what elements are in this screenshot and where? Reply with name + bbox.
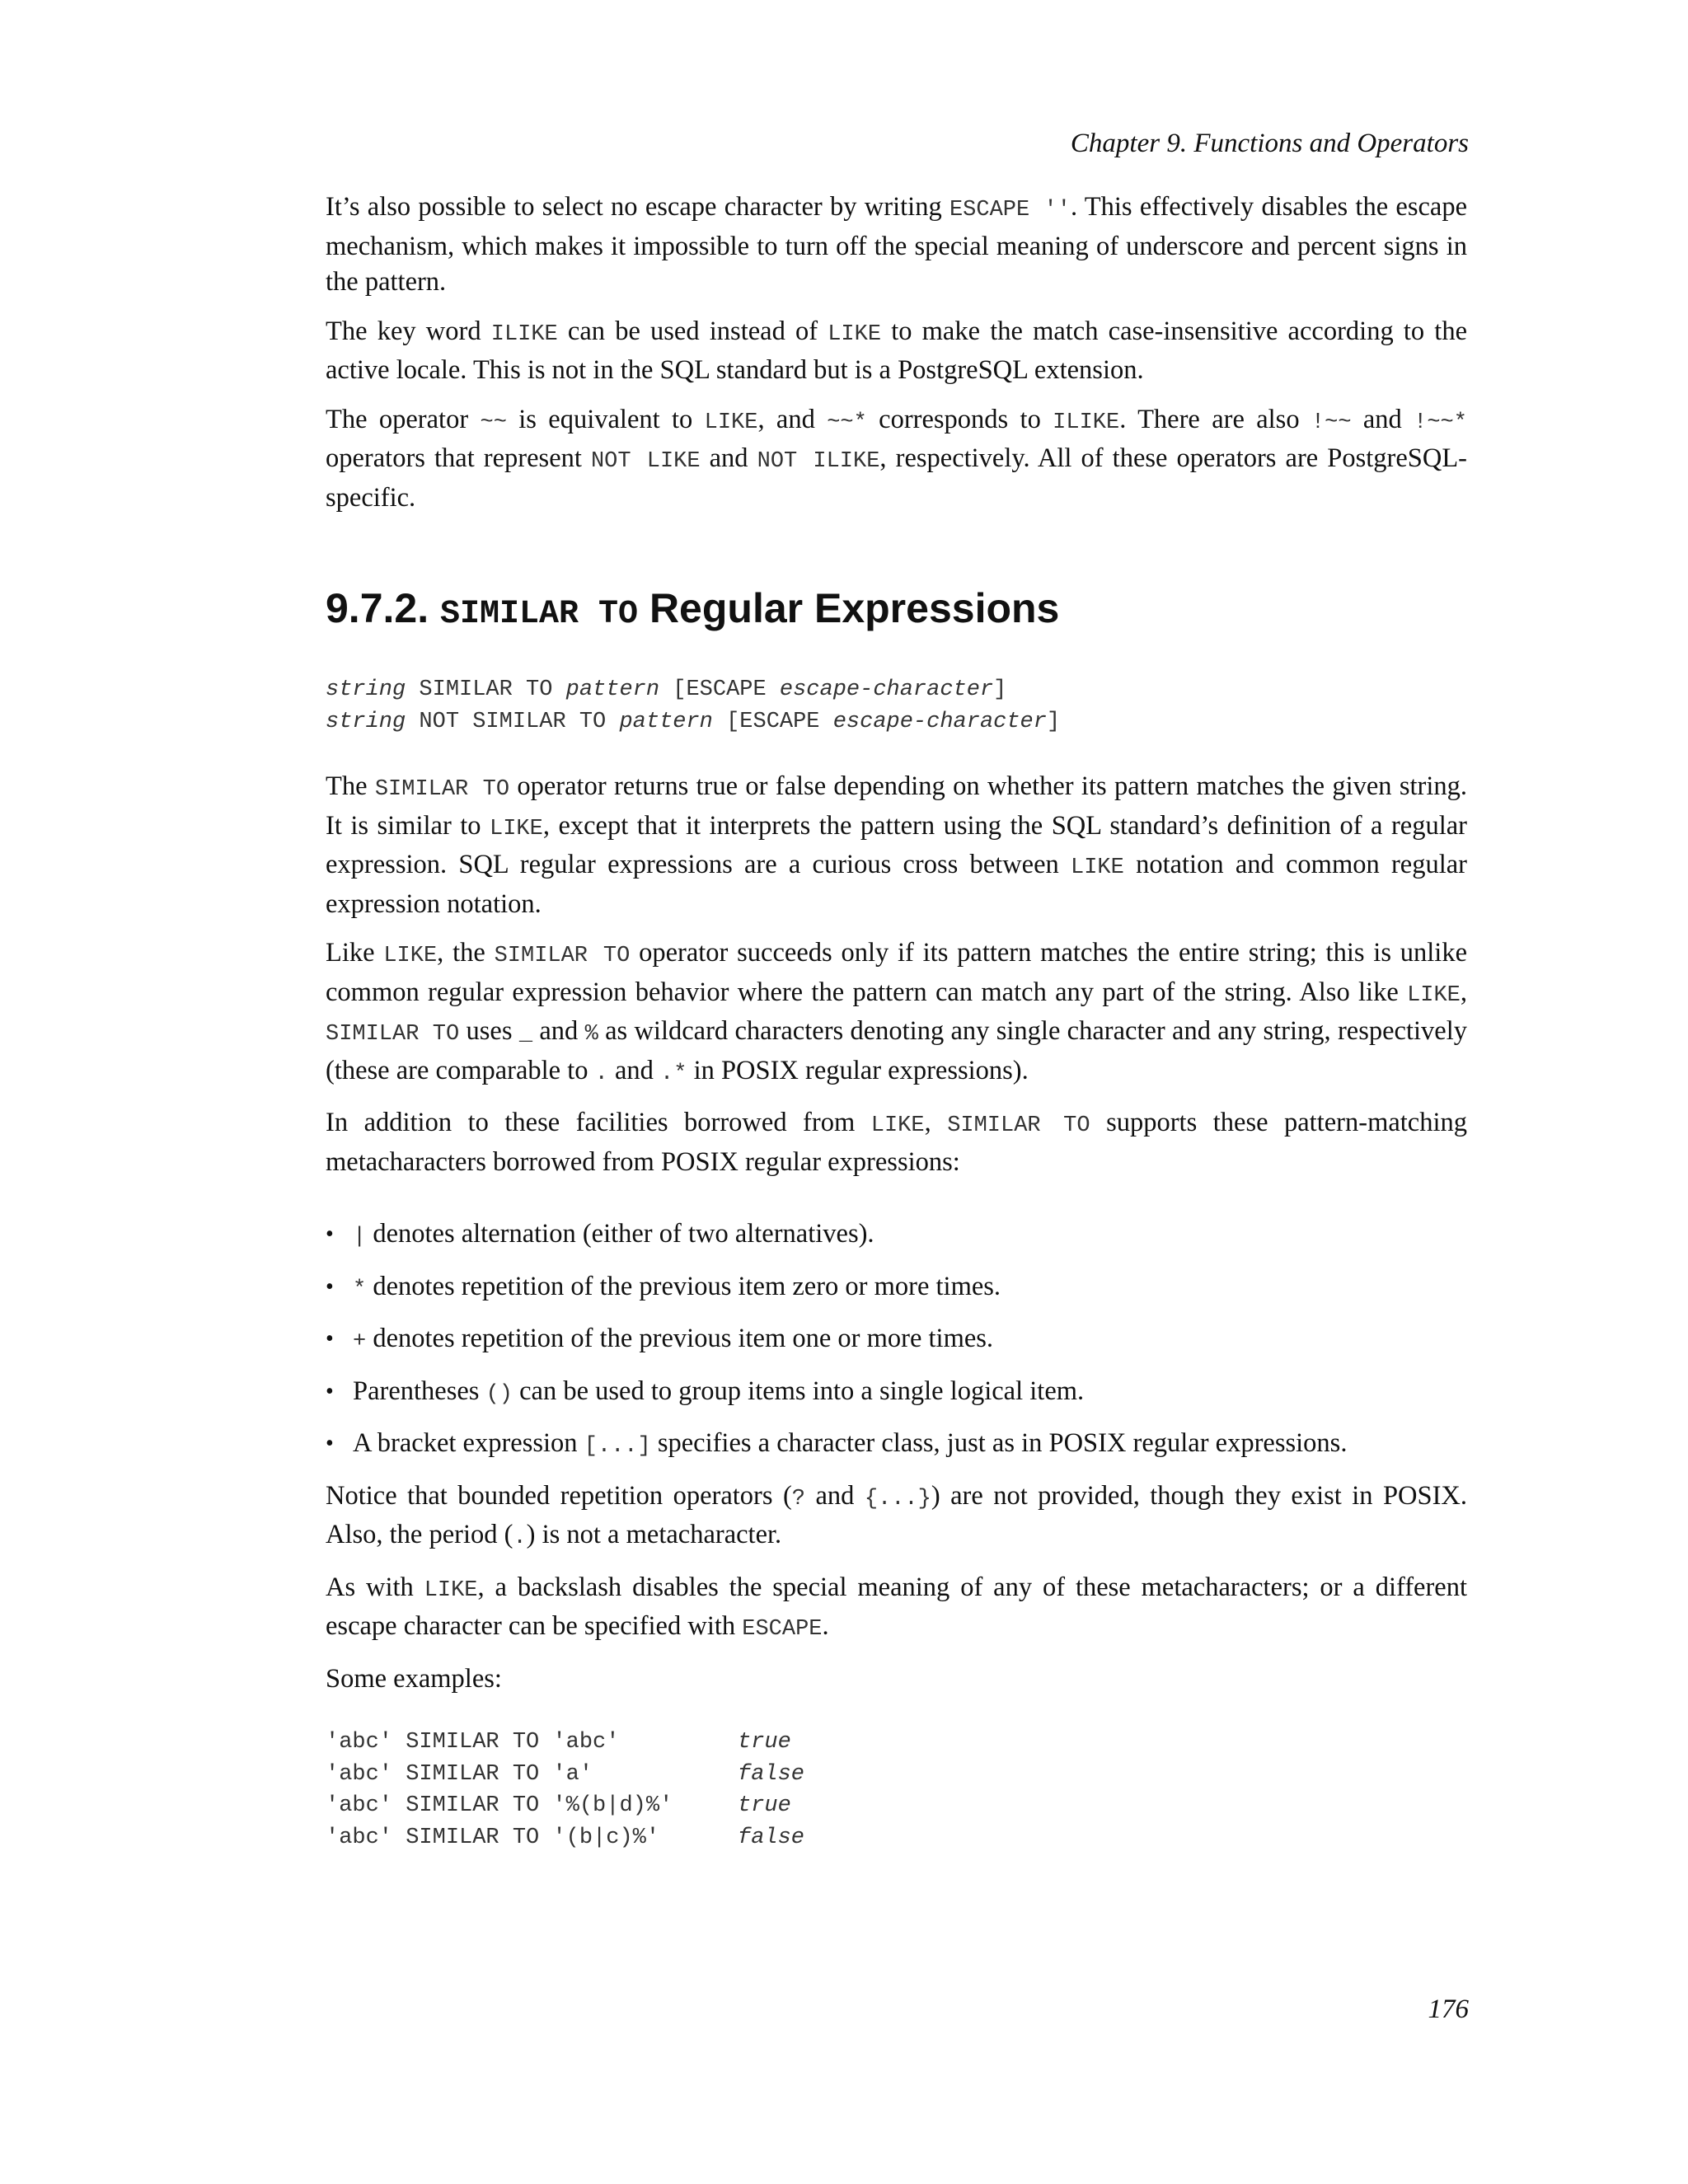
text: and bbox=[607, 1055, 661, 1085]
inline-code: LIKE bbox=[490, 816, 543, 841]
paragraph-escape-empty bbox=[326, 190, 1467, 301]
inline-code: _ bbox=[518, 1022, 533, 1047]
text: and bbox=[805, 1480, 865, 1511]
inline-code: !~~* bbox=[1414, 410, 1467, 435]
example-result: false bbox=[738, 1825, 805, 1850]
syntax-synopsis bbox=[326, 674, 1467, 738]
inline-code: [...] bbox=[584, 1434, 651, 1459]
inline-code: LIKE bbox=[1407, 982, 1461, 1008]
text: The key word bbox=[326, 316, 491, 346]
bracket: ] bbox=[1046, 709, 1061, 734]
paragraph-backslash bbox=[326, 1570, 1467, 1648]
text: in POSIX regular expressions). bbox=[687, 1055, 1029, 1085]
text: A bracket expression bbox=[353, 1428, 584, 1458]
text: Like bbox=[326, 938, 384, 968]
example-row bbox=[326, 1822, 1467, 1854]
example-result: true bbox=[738, 1730, 791, 1755]
inline-code: LIKE bbox=[704, 410, 758, 435]
inline-code: + bbox=[353, 1329, 367, 1354]
example-result: true bbox=[738, 1793, 791, 1818]
inline-code: ? bbox=[791, 1486, 805, 1511]
inline-code: SIMILAR TO bbox=[947, 1113, 1090, 1138]
inline-code: !~~ bbox=[1311, 410, 1352, 435]
example-expression: 'abc' SIMILAR TO 'a' bbox=[326, 1761, 593, 1787]
inline-code: LIKE bbox=[1071, 855, 1124, 880]
inline-code: % bbox=[584, 1022, 598, 1047]
paragraph-bounded-repetition bbox=[326, 1479, 1467, 1557]
inline-code: ILIKE bbox=[490, 321, 558, 347]
inline-code: ESCAPE '' bbox=[949, 198, 1071, 223]
text: Notice that bounded repetition operators ( bbox=[326, 1480, 792, 1511]
text: . There are also bbox=[1119, 404, 1311, 434]
metacharacter-list bbox=[326, 1216, 1467, 1465]
example-row bbox=[326, 1727, 1467, 1759]
text: can be used instead of bbox=[557, 316, 828, 346]
text: notation and common regular expression notation. bbox=[326, 850, 1467, 919]
bracket: ] bbox=[993, 677, 1007, 702]
list-item bbox=[326, 1269, 1467, 1309]
paragraph-examples-intro: Some examples: bbox=[326, 1663, 502, 1694]
keyword: [ESCAPE bbox=[712, 709, 833, 734]
text: , the bbox=[437, 938, 495, 968]
example-expression: 'abc' SIMILAR TO 'abc' bbox=[326, 1730, 620, 1755]
inline-code: NOT ILIKE bbox=[757, 449, 880, 474]
inline-code: ILIKE bbox=[1053, 410, 1120, 435]
paragraph-ilike bbox=[326, 314, 1467, 389]
list-item bbox=[326, 1321, 1467, 1361]
text: as wildcard characters denoting any single character and any string, respectively (these are comparable to bbox=[326, 1016, 1467, 1085]
section-heading-code: SIMILAR TO bbox=[440, 596, 639, 633]
synopsis-line-not-similar bbox=[326, 706, 1467, 738]
example-row bbox=[326, 1790, 1467, 1822]
keyword: NOT SIMILAR TO bbox=[406, 709, 620, 734]
text: , respectively. All of these operators are PostgreSQL-specific. bbox=[326, 443, 1467, 513]
page-content bbox=[326, 190, 1467, 1854]
placeholder-escape-character: escape-character bbox=[832, 709, 1047, 734]
text: and bbox=[700, 443, 757, 473]
example-result: false bbox=[738, 1761, 805, 1787]
text: can be used to group items into a single logical item. bbox=[512, 1376, 1085, 1406]
keyword: [ESCAPE bbox=[659, 677, 780, 702]
inline-code: SIMILAR TO bbox=[326, 1022, 460, 1047]
text: supports these pattern-matching metacharacters borrowed from POSIX regular expressions: bbox=[326, 1108, 1468, 1177]
text: denotes repetition of the previous item zero or more times. bbox=[366, 1271, 1001, 1301]
placeholder-escape-character: escape-character bbox=[779, 677, 994, 702]
list-item bbox=[326, 1426, 1467, 1465]
running-head: Chapter 9. Functions and Operators bbox=[1070, 129, 1469, 158]
text: ) are not provided, though they exist in POSIX. Also, the period ( bbox=[326, 1480, 1467, 1549]
example-expression: 'abc' SIMILAR TO '%(b|d)%' bbox=[326, 1793, 673, 1818]
inline-code: . bbox=[513, 1526, 527, 1550]
inline-code: LIKE bbox=[424, 1577, 478, 1603]
example-row bbox=[326, 1759, 1467, 1791]
list-item bbox=[326, 1374, 1467, 1413]
inline-code: LIKE bbox=[383, 944, 438, 968]
text: As with bbox=[326, 1572, 424, 1602]
text: uses bbox=[459, 1016, 519, 1046]
inline-code: LIKE bbox=[870, 1113, 925, 1138]
text: , bbox=[924, 1108, 948, 1137]
text: . This effectively disables the escape mechanism, which makes it impossible to turn off the special meaning of underscore and percent signs in the pattern. bbox=[326, 192, 1468, 297]
text: denotes repetition of the previous item one or more times. bbox=[366, 1324, 994, 1353]
section-number: 9.7.2. bbox=[326, 585, 440, 631]
list-item bbox=[326, 1216, 1467, 1256]
inline-code: SIMILAR TO bbox=[494, 944, 631, 968]
examples-block bbox=[326, 1727, 1467, 1854]
inline-code: LIKE bbox=[828, 321, 882, 347]
placeholder-string: string bbox=[326, 709, 406, 734]
example-expression: 'abc' SIMILAR TO '(b|c)%' bbox=[326, 1825, 660, 1850]
paragraph-metacharacters-intro bbox=[326, 1105, 1467, 1180]
text: denotes alternation (either of two alternatives). bbox=[366, 1219, 874, 1249]
inline-code: () bbox=[485, 1381, 513, 1407]
placeholder-pattern: pattern bbox=[619, 709, 713, 734]
text: is equivalent to bbox=[506, 404, 705, 434]
text: and bbox=[532, 1016, 585, 1046]
placeholder-string: string bbox=[326, 677, 406, 702]
text: It’s also possible to select no escape character by writing bbox=[326, 192, 950, 222]
inline-code: .* bbox=[660, 1061, 687, 1086]
text: , except that it interprets the pattern using the SQL standard’s definition of a regular expression. SQL regular expressions are a curious cross between bbox=[326, 810, 1467, 879]
text: In addition to these facilities borrowed from bbox=[326, 1108, 871, 1137]
text: operator returns true or false depending on whether its pattern matches the given string. It is similar to bbox=[326, 771, 1467, 841]
text: ) is not a metacharacter. bbox=[526, 1520, 782, 1549]
section-heading-text: Regular Expressions bbox=[638, 585, 1060, 631]
keyword: SIMILAR TO bbox=[406, 677, 566, 702]
text: operator succeeds only if its pattern matches the entire string; this is unlike common regular expression behavior where the pattern can match any part of the string. Also like bbox=[326, 938, 1468, 1007]
inline-code: SIMILAR TO bbox=[374, 777, 510, 802]
text: to make the match case-insensitive according to the active locale. This is not in the SQL standard but is a PostgreSQL extension. bbox=[326, 316, 1467, 385]
text: , a backslash disables the special meaning of any of these metacharacters; or a different escape character can be specified with bbox=[326, 1572, 1467, 1641]
text: . bbox=[822, 1611, 829, 1641]
text: , and bbox=[757, 404, 828, 434]
page-number: 176 bbox=[1428, 1994, 1469, 2024]
inline-code: * bbox=[353, 1277, 367, 1302]
section-heading bbox=[326, 583, 1467, 640]
paragraph-similar-intro bbox=[326, 769, 1467, 922]
inline-code: . bbox=[594, 1061, 608, 1086]
text: The operator bbox=[326, 404, 481, 434]
inline-code: ~~* bbox=[827, 410, 867, 435]
inline-code: | bbox=[353, 1225, 367, 1249]
inline-code: ~~ bbox=[480, 410, 507, 435]
paragraph-operators bbox=[326, 402, 1467, 517]
paragraph-similar-match bbox=[326, 935, 1467, 1092]
text: and bbox=[1351, 404, 1414, 434]
inline-code: NOT LIKE bbox=[590, 449, 701, 474]
text: Parentheses bbox=[353, 1376, 486, 1406]
synopsis-line-similar bbox=[326, 674, 1467, 706]
placeholder-pattern: pattern bbox=[565, 677, 660, 702]
inline-code: {...} bbox=[864, 1486, 931, 1511]
text: , bbox=[1460, 977, 1467, 1007]
text: specifies a character class, just as in POSIX regular expressions. bbox=[650, 1428, 1348, 1458]
text: operators that represent bbox=[326, 443, 591, 473]
inline-code: ESCAPE bbox=[742, 1617, 823, 1642]
text: corresponds to bbox=[866, 404, 1053, 434]
text: The bbox=[326, 771, 375, 801]
